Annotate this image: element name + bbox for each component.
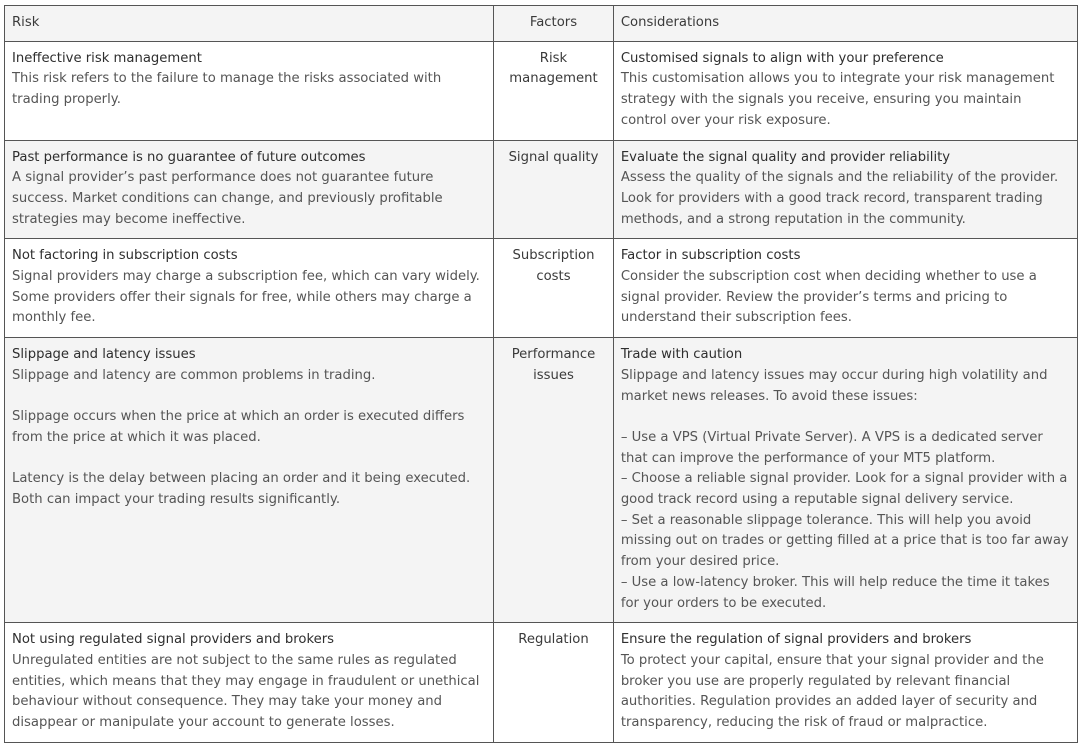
header-risk: Risk [5,6,494,42]
consideration-description: To protect your capital, ensure that your signal provider and the broker you use are properly regulated by relevant financial authorities. Regulation provides an added layer of security and transparency, reducing the risk of fraud or malpractice. [620,652,1044,731]
risk-title: Past performance is no guarantee of future outcomes [12,149,366,165]
header-factors: Factors [494,6,614,42]
table-header-row [5,6,1078,42]
risk-cell [5,140,494,239]
table-row [5,338,1078,623]
consideration-cell [613,239,1077,338]
factor-cell: Subscription costs [494,239,614,338]
consideration-cell [613,140,1077,239]
header-considerations: Considerations [613,6,1077,42]
risk-title: Not using regulated signal providers and brokers [12,632,335,648]
table-row [5,623,1078,743]
consideration-description: Consider the subscription cost when deciding whether to use a signal provider. Review the provider’s terms and pricing to understand their subscription fees. [620,269,1037,326]
risk-description: A signal provider’s past performance does not guarantee future success. Market conditions can change, and previously profitable strategies may become ineffective. [12,170,443,227]
factor-cell: Performance issues [494,338,614,623]
table-row [5,140,1078,239]
risk-description: Signal providers may charge a subscription fee, which can vary widely. Some providers offer their signals for free, while others may charge a monthly fee. [12,269,480,326]
risk-description: Unregulated entities are not subject to the same rules as regulated entities, which means that they may engage in fraudulent or unethical behaviour without consequence. They may take your money and disappear or manipulate your account to generate losses. [12,652,480,731]
consideration-description: Assess the quality of the signals and the reliability of the provider. Look for providers with a good track record, transparent trading methods, and a strong reputation in the community. [620,170,1059,227]
risk-factors-table [4,5,1078,743]
factor-cell: Signal quality [494,140,614,239]
consideration-title: Ensure the regulation of signal providers and brokers [620,632,972,648]
risk-cell [5,623,494,743]
risk-cell [5,41,494,140]
consideration-description: Slippage and latency issues may occur during high volatility and market news releases. To avoid these issues: – Use a VPS (Virtual Private Server). A VPS is a dedicated server that can improve the performance of your MT5 platform. – Choose a reliable signal provider. Look for a signal provider with a good track record using a reputable signal delivery service. – Set a reasonable slippage tolerance. This will help you avoid missing out on trades or getting filled at a price that is too far away from your desired price. – Use a low-latency broker. This will help reduce the time it takes for your orders to be executed. [620,367,1069,611]
risk-description: This risk refers to the failure to manage the risks associated with trading properly. [12,71,442,108]
consideration-cell [613,623,1077,743]
table-row [5,41,1078,140]
consideration-cell [613,338,1077,623]
factor-cell: Risk management [494,41,614,140]
risk-cell [5,239,494,338]
risk-title: Ineffective risk management [12,50,202,66]
consideration-title: Trade with caution [620,347,743,363]
table-row [5,239,1078,338]
risk-cell [5,338,494,623]
risk-title: Slippage and latency issues [12,347,196,363]
consideration-title: Evaluate the signal quality and provider reliability [620,149,951,165]
risk-description: Slippage and latency are common problems in trading. Slippage occurs when the price at which an order is executed differs from the price at which it was placed. Latency is the delay between placing an order and it being executed. Both can impact your trading results significantly. [12,367,471,508]
consideration-title: Customised signals to align with your preference [620,50,944,66]
risk-title: Not factoring in subscription costs [12,248,238,264]
consideration-title: Factor in subscription costs [620,248,801,264]
factor-cell: Regulation [494,623,614,743]
consideration-cell [613,41,1077,140]
consideration-description: This customisation allows you to integrate your risk management strategy with the signals you receive, ensuring you maintain control over your risk exposure. [620,71,1055,128]
